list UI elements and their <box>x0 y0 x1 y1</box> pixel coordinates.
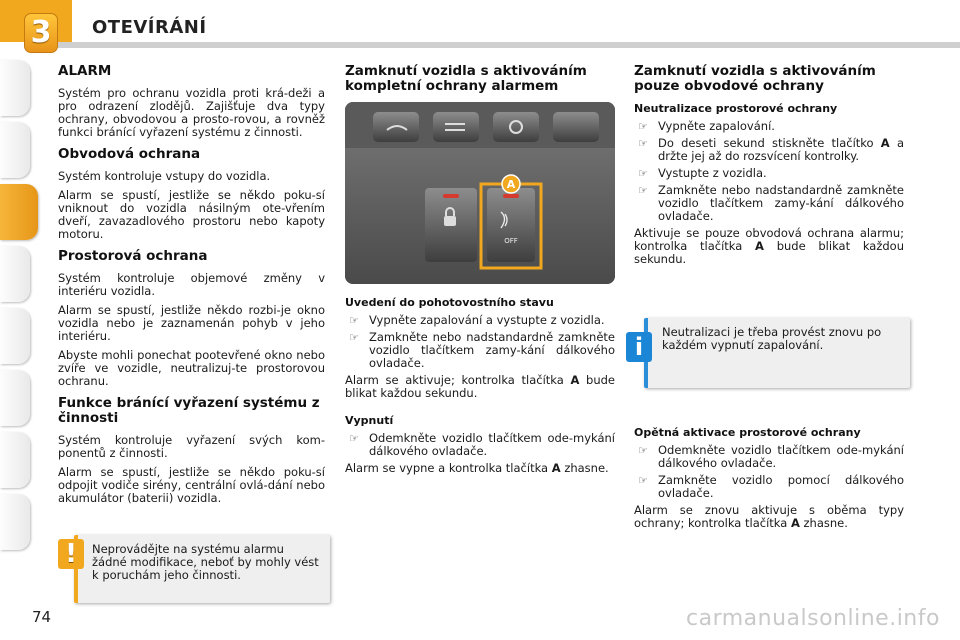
perimeter-only-heading: Zamknutí vozidla s aktivováním pouze obvodové ochrany <box>634 63 876 94</box>
arrow-bullet-icon: ☞ <box>638 167 648 180</box>
list-item: ☞ Odemkněte vozidlo tlačítkem ode-mykání dálkového ovladače. <box>349 431 615 458</box>
volumetric-heading: Prostorová ochrana <box>58 248 208 264</box>
chapter-tab[interactable] <box>0 308 30 364</box>
column-right <box>634 64 904 272</box>
alarm-button-photo <box>345 102 615 284</box>
volumetric-text-2: Alarm se spustí, jestliže někdo rozbi-je okno vozidla nebo je zaznamenán pohyb v jeho interiéru. <box>58 303 325 343</box>
perimeter-heading: Obvodová ochrana <box>58 146 201 162</box>
chapter-tab[interactable] <box>0 370 30 426</box>
arrow-bullet-icon: ☞ <box>349 432 359 445</box>
perimeter-text-1: Systém kontroluje vstupy do vozidla. <box>58 169 271 183</box>
chapter-tab-active[interactable] <box>0 184 38 240</box>
header-rule <box>55 42 960 48</box>
off-heading: Vypnutí <box>345 414 394 427</box>
ventilation-button <box>433 112 479 142</box>
reactivate-steps <box>634 444 904 500</box>
chapter-number-badge: 3 <box>24 13 58 53</box>
warning-note <box>58 535 328 603</box>
info-icon: i <box>626 332 652 362</box>
list-item: ☞ Zamkněte nebo nadstandardně zamkněte vozidlo tlačítkem zamy-kání dálkového ovladače. <box>638 183 904 223</box>
column-middle-lower <box>345 296 615 481</box>
warning-icon: ! <box>58 539 84 569</box>
list-item: ☞ Zamkněte vozidlo pomocí dálkového ovladače. <box>638 473 904 500</box>
chapter-tab[interactable] <box>0 494 30 550</box>
chapter-tab[interactable] <box>0 432 30 488</box>
button-off-label: OFF <box>504 237 518 245</box>
chapter-title: OTEVÍRÁNÍ <box>92 17 207 38</box>
warning-panel <box>74 535 330 603</box>
reactivate-result: Alarm se znovu aktivuje s oběma typy ochrany; kontrolka tlačítka A zhasne. <box>634 503 904 530</box>
off-result: Alarm se vypne a kontrolka tlačítka A zhasne. <box>345 461 609 475</box>
volumetric-text-1: Systém kontroluje objemové změny v interiéru vozidla. <box>58 271 325 298</box>
alarm-heading: ALARM <box>58 63 112 79</box>
alarm-intro: Systém pro ochranu vozidla proti krá-deži a pro odrazení zlodějů. Zajišťuje dva typy ochrany, obvodovou a prosto-rovou, a rovněž funkci bránící vyřazení systému z činnosti. <box>58 86 325 139</box>
volumetric-text-3: Abyste mohli ponechat pootevřené okno nebo zvíře ve vozidle, neutralizuj-te prostorovou ochranu. <box>58 348 325 388</box>
antidisable-heading: Funkce bránící vyřazení systému z činnosti <box>58 395 320 426</box>
antidisable-text-2: Alarm se spustí, jestliže se někdo poku-sí odpojit vodiče sirény, centrální ovlá-dání nebo akumulátor (baterii) vozidla. <box>58 465 325 505</box>
antidisable-text-1: Systém kontroluje vyřazení svých kom-ponentů z činnosti. <box>58 433 325 460</box>
neutralize-heading: Neutralizace prostorové ochrany <box>634 102 838 115</box>
alarm-off-button <box>487 188 535 262</box>
arrow-bullet-icon: ☞ <box>638 137 648 150</box>
full-protection-heading: Zamknutí vozidla s aktivováním kompletní ochrany alarmem <box>345 63 587 94</box>
arrow-bullet-icon: ☞ <box>638 444 648 457</box>
climate-button <box>553 112 599 142</box>
standby-result: Alarm se aktivuje; kontrolka tlačítka A bude blikat každou sekundu. <box>345 373 616 400</box>
info-panel <box>644 318 910 388</box>
arrow-bullet-icon: ☞ <box>638 474 648 487</box>
chapter-tabs <box>0 60 46 556</box>
info-note <box>626 318 906 388</box>
list-item: ☞ Odemkněte vozidlo tlačítkem ode-mykání dálkového ovladače. <box>638 443 904 470</box>
warning-text: Neprovádějte na systému alarmu žádné modifikace, neboť by mohly vést k poruchám jeho činnosti. <box>92 542 319 582</box>
list-item: ☞ Zamkněte nebo nadstandardně zamkněte vozidlo tlačítkem zamy-kání dálkového ovladače. <box>349 330 615 370</box>
chapter-tab[interactable] <box>0 122 30 178</box>
list-item: ☞ Vypněte zapalování a vystupte z vozidla. <box>349 313 605 327</box>
header-bar <box>0 0 960 48</box>
label-a-text: A <box>506 178 516 191</box>
arrow-bullet-icon: ☞ <box>349 314 359 327</box>
page-number: 74 <box>32 608 52 626</box>
standby-heading: Uvedení do pohotovostního stavu <box>345 296 554 309</box>
chapter-tab[interactable] <box>0 60 30 116</box>
chapter-tab[interactable] <box>0 246 30 302</box>
standby-steps <box>345 314 615 370</box>
list-item: ☞ Do deseti sekund stiskněte tlačítko A a držte jej až do rozsvícení kontrolky. <box>638 136 904 163</box>
off-steps <box>345 432 615 458</box>
reactivate-heading: Opětná aktivace prostorové ochrany <box>634 426 861 439</box>
column-right-lower <box>634 426 904 536</box>
list-item: ☞ Vypněte zapalování. <box>638 119 775 133</box>
perimeter-text-2: Alarm se spustí, jestliže se někdo poku-sí vniknout do vozidla násilným ote-vřením dveří, zavazadlového prostoru nebo kapoty motoru. <box>58 188 325 241</box>
neutralize-steps <box>634 120 904 223</box>
watermark: carmanualsonline.info <box>686 606 940 631</box>
list-item: ☞ Vystupte z vozidla. <box>638 166 767 180</box>
info-text: Neutralizaci je třeba provést znovu po každém vypnutí zapalování. <box>662 325 882 352</box>
arrow-bullet-icon: ☞ <box>349 331 359 344</box>
dashboard-illustration <box>345 102 615 284</box>
arrow-bullet-icon: ☞ <box>638 184 648 197</box>
arrow-bullet-icon: ☞ <box>638 120 648 133</box>
column-left <box>58 64 325 511</box>
column-middle <box>345 64 615 102</box>
recirculation-button <box>493 112 539 142</box>
neutralize-result: Aktivuje se pouze obvodová ochrana alarmu; kontrolka tlačítka A bude blikat každou sekundu. <box>634 226 904 266</box>
